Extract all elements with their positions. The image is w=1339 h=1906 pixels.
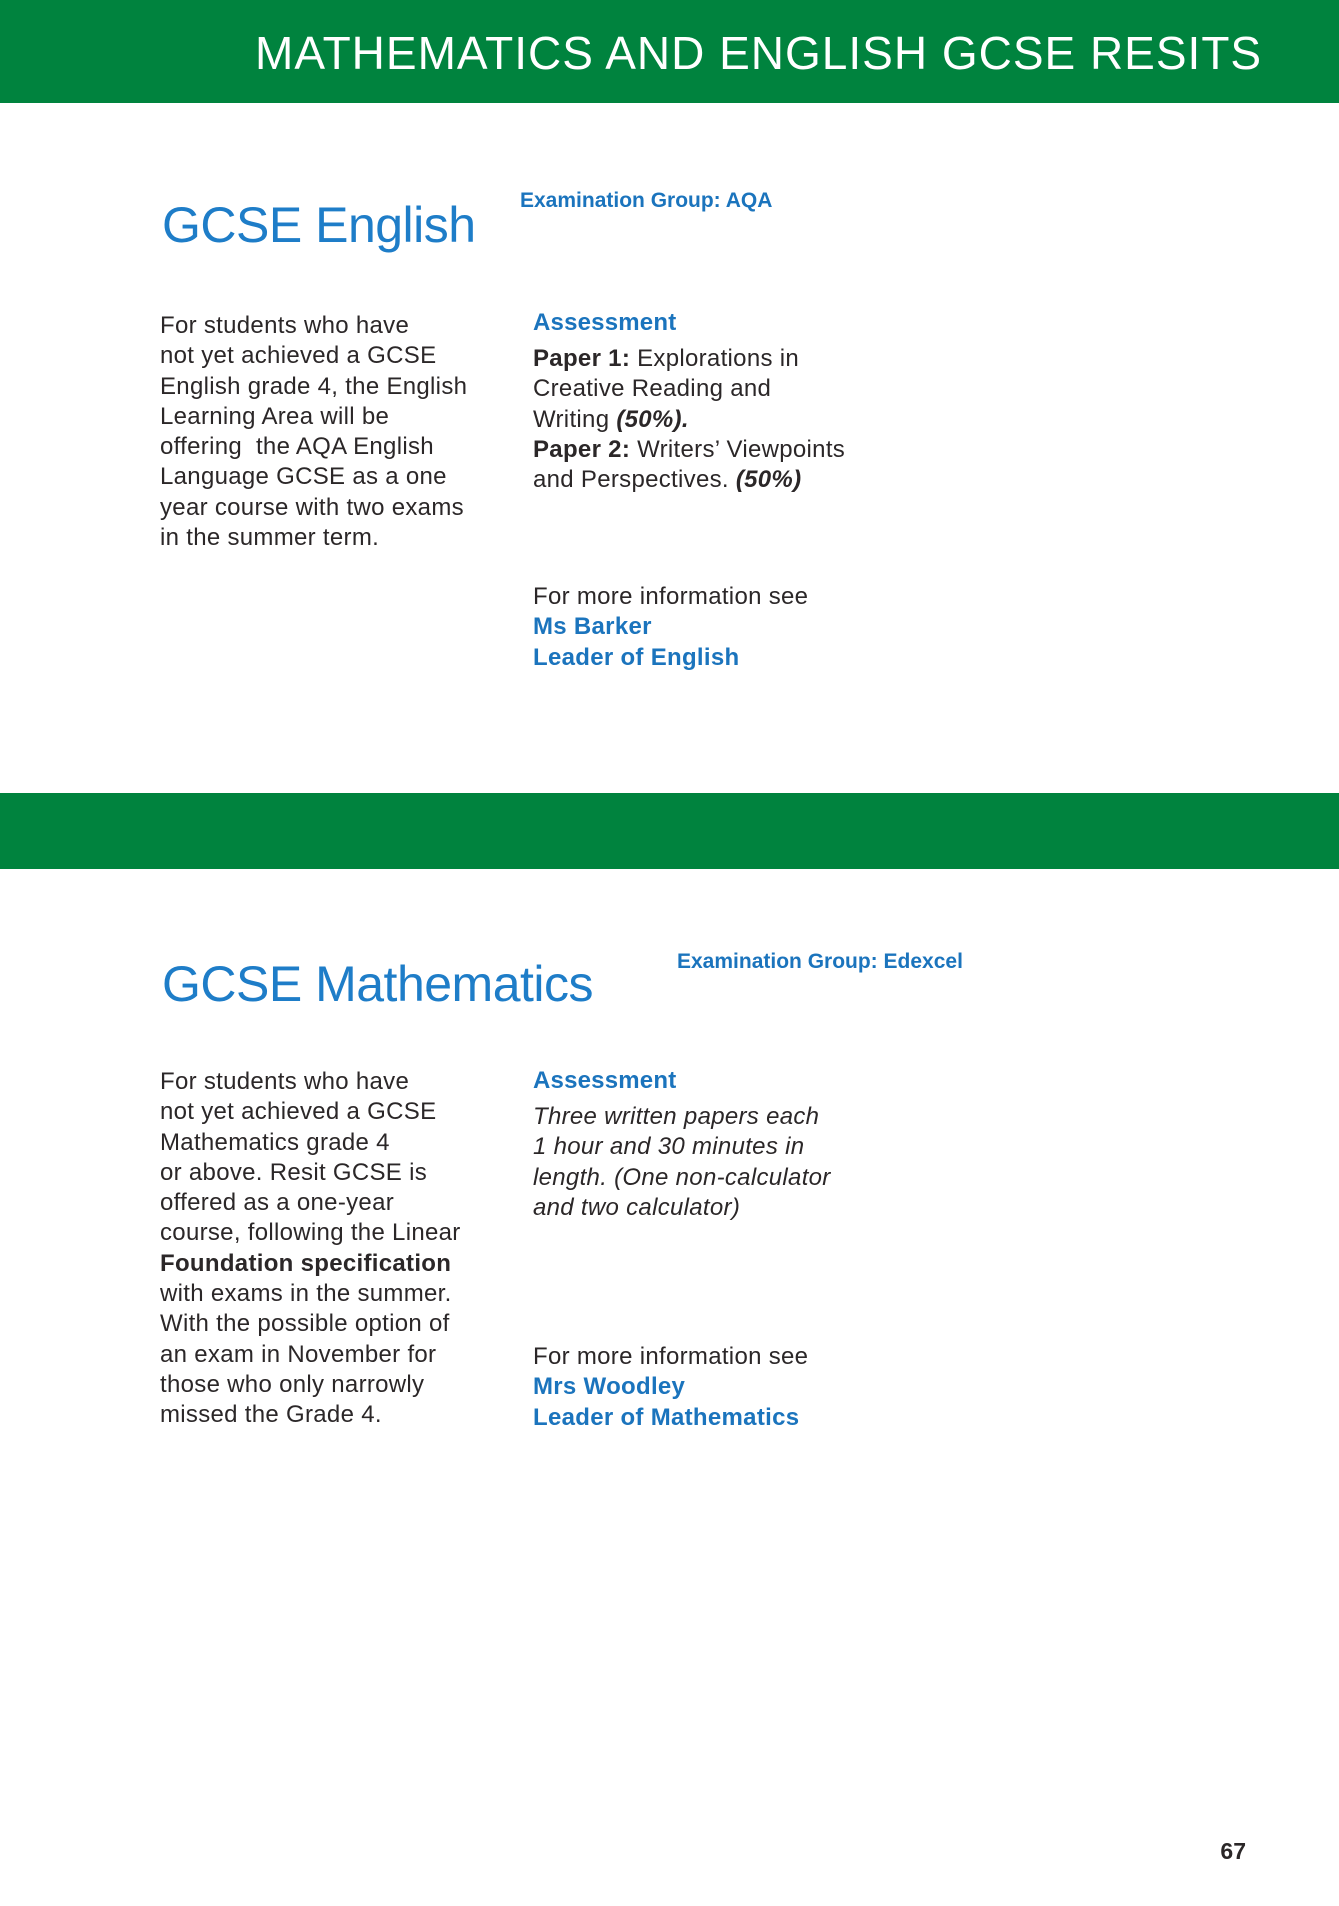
text-line: and two calculator) — [533, 1193, 741, 1221]
text-line: those who only narrowly — [160, 1370, 425, 1398]
green-divider-band — [0, 793, 1339, 869]
more-info-intro: For more information see — [533, 583, 809, 610]
course-title-english: GCSE English — [162, 196, 476, 253]
text-line: in the summer term. — [160, 524, 380, 552]
text-line: For students who have — [160, 1068, 410, 1095]
assessment-block-english — [533, 309, 845, 495]
more-info-english — [533, 582, 808, 673]
assessment-details — [533, 1102, 831, 1223]
text-line: not yet achieved a GCSE — [160, 1098, 437, 1126]
text-line: course, following the Linear — [160, 1219, 461, 1247]
exam-group-label-mathematics: Examination Group: Edexcel — [677, 950, 963, 973]
text-line: or above. Resit GCSE is — [160, 1158, 427, 1186]
text-line: Paper 1: Explorations in — [533, 345, 800, 372]
green-header-banner — [0, 0, 1339, 103]
contact-role: Leader of English — [533, 643, 740, 671]
text-line: and Perspectives. (50%) — [533, 466, 802, 494]
contact-name: Ms Barker — [533, 613, 652, 641]
course-description-mathematics — [160, 1067, 461, 1431]
text-line: 1 hour and 30 minutes in — [533, 1133, 805, 1161]
banner-title: MATHEMATICS AND ENGLISH GCSE RESITS — [255, 27, 1263, 79]
text-line: year course with two exams — [160, 493, 464, 521]
course-title-mathematics: GCSE Mathematics — [162, 955, 594, 1012]
contact-role: Leader of Mathematics — [533, 1403, 800, 1431]
assessment-details — [533, 344, 845, 495]
more-info-mathematics — [533, 1342, 808, 1433]
assessment-block-mathematics — [533, 1067, 831, 1223]
text-line: Paper 2: Writers’ Viewpoints — [533, 435, 846, 463]
text-line: missed the Grade 4. — [160, 1401, 382, 1429]
text-line: not yet achieved a GCSE — [160, 342, 437, 370]
text-line: Mathematics grade 4 — [160, 1128, 390, 1156]
text-line: Foundation specification — [160, 1249, 452, 1277]
text-line: For students who have — [160, 312, 410, 339]
course-description-english — [160, 311, 467, 553]
contact-name: Mrs Woodley — [533, 1373, 686, 1401]
text-line: Language GCSE as a one — [160, 463, 447, 491]
text-line: Three written papers each — [533, 1103, 820, 1130]
more-info-intro: For more information see — [533, 1343, 809, 1370]
text-line: English grade 4, the English — [160, 372, 468, 400]
page-number: 67 — [1220, 1838, 1246, 1864]
text-line: With the possible option of — [160, 1310, 450, 1338]
text-line: an exam in November for — [160, 1340, 437, 1368]
text-line: Creative Reading and — [533, 375, 772, 403]
text-line: length. (One non-calculator — [533, 1163, 831, 1191]
text-line: Writing (50%). — [533, 405, 689, 433]
text-line: offered as a one-year — [160, 1189, 395, 1217]
exam-group-label-english: Examination Group: AQA — [520, 189, 773, 212]
text-line: with exams in the summer. — [160, 1280, 452, 1308]
assessment-heading: Assessment — [533, 1067, 677, 1094]
text-line: Learning Area will be — [160, 402, 390, 430]
assessment-heading: Assessment — [533, 309, 677, 336]
text-line: offering the AQA English — [160, 433, 434, 461]
